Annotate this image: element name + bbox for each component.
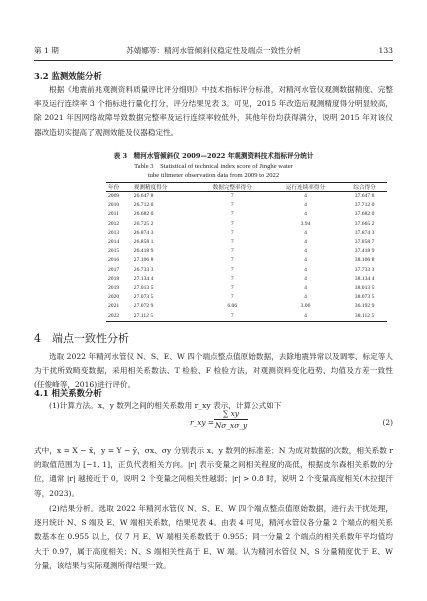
formula-explanation: 式中，x = X − x̄，y = Y − ȳ，σx、σy 分别表示 x、y 数列的标准差；N 为成对数据的次数，相关系数 r 的取值范围为 [−1, 1]，正负代表相关方向。|r| 表示变量之间相关程度的高低，根据皮尔森相关系数的分位，通常 |r| 越接近于 0，说明 2 个变量之间相关性越弱；|r| > 0.8 时，说明 2 个变量高度相关(木拉提汗等，2023)。	[34, 446, 393, 498]
cell-year: 2016	[108, 257, 120, 264]
cell-continuity: 4	[304, 275, 307, 282]
cell-year: 2015	[108, 248, 120, 255]
section-3-2-title: 3.2 监测效能分析	[34, 71, 102, 81]
table-row	[106, 284, 387, 293]
col-year: 年份	[106, 183, 132, 192]
cell-total: 38.106 8	[354, 257, 375, 264]
formula-denominator: Nσ_xσ_y	[214, 421, 248, 430]
fraction-bar	[214, 419, 248, 420]
table-row	[106, 238, 387, 247]
cell-continuity: 4	[304, 266, 307, 273]
cell-completeness: 7	[230, 275, 234, 282]
cell-precision: 27.073 5	[133, 294, 154, 301]
cell-total: 37.733 3	[354, 266, 375, 273]
section-4-intro: 选取 2022 年精河水管仪 N、S、E、W 四个端点整点值原始数据，去除地震异常以及调零、标定等人为干扰所致畸变数据，采用相关系数法、T 检验、F 检验方法，对观测资料变化趋势、均值及方差一致性(任俊峰等，2016)进行评价。	[34, 352, 393, 390]
equation-number: (2)	[382, 418, 393, 427]
col-completeness: 数据完整率得分	[196, 183, 269, 192]
cell-continuity: 4	[304, 285, 307, 292]
table-row	[106, 247, 387, 256]
correlation-formula	[0, 407, 427, 441]
cell-completeness: 7	[230, 257, 234, 264]
cell-year: 2020	[108, 294, 120, 301]
cell-completeness: 7	[230, 211, 234, 218]
header-rule	[34, 60, 393, 61]
cell-total: 38.013 5	[354, 285, 375, 292]
cell-continuity: 4	[304, 202, 307, 209]
cell-continuity: 4	[304, 239, 307, 246]
cell-year: 2021	[108, 303, 120, 310]
col-total: 综合得分	[342, 183, 387, 192]
table-3-caption-cn: 表 3 精河水管倾斜仪 2009—2022 年观测资料技术指标评分统计	[113, 152, 314, 160]
table-row	[106, 201, 387, 210]
formula-fraction	[214, 409, 248, 430]
cell-continuity: 4	[304, 248, 307, 255]
table-3	[106, 182, 387, 322]
cell-precision: 27.013 5	[133, 285, 154, 292]
cell-completeness: 7	[230, 266, 234, 273]
col-continuity: 运行连续率得分	[269, 183, 342, 192]
cell-precision: 26.682 0	[133, 211, 154, 218]
table-3-caption-en-1: Table 3 Statistical of technical index score of Jinghe water	[134, 162, 293, 170]
calc-method-text: (1)计算方法。x、y 数列之间的相关系数用 r_xy 表示，计算公式如下	[49, 401, 282, 410]
cell-precision: 26.647 8	[133, 193, 154, 199]
cell-year: 2013	[108, 229, 120, 236]
cell-continuity: 4	[304, 294, 307, 301]
cell-completeness: 7	[230, 202, 234, 209]
cell-year: 2017	[108, 266, 120, 273]
cell-year: 2010	[108, 202, 120, 209]
issue-label: 第 1 期	[34, 46, 59, 55]
cell-continuity: 4	[269, 312, 342, 322]
running-header	[34, 44, 393, 58]
table-row	[106, 293, 387, 302]
cell-completeness: 7	[230, 193, 234, 199]
cell-continuity: 4	[304, 229, 307, 236]
table-row	[106, 220, 387, 229]
cell-precision: 26.418 9	[133, 248, 154, 255]
cell-year: 2014	[108, 239, 120, 246]
table-3-caption-en-2: tube tiltmeter observation data from 2009 to 2022	[147, 172, 280, 179]
cell-continuity: 3.06	[300, 303, 311, 310]
cell-total: 37.712 0	[354, 202, 375, 209]
cell-completeness: 7	[230, 220, 234, 227]
table-3-caption	[34, 152, 393, 181]
cell-precision: 26.712 0	[133, 202, 154, 209]
table-row	[106, 210, 387, 219]
cell-precision: 27.072 9	[133, 303, 154, 310]
cell-total: 38.134 4	[354, 275, 375, 282]
cell-precision: 27.134 4	[133, 275, 154, 282]
cell-completeness: 6.06	[227, 303, 238, 310]
cell-total: 36.192 9	[354, 303, 375, 310]
section-4-title: 4 端点一致性分析	[34, 332, 129, 345]
table-row	[106, 229, 387, 238]
cell-precision: 26.874 3	[133, 229, 154, 236]
cell-total: 37.647 8	[354, 193, 375, 199]
table-header-row	[106, 183, 387, 192]
cell-precision: 27.106 8	[133, 257, 154, 264]
running-title: 苏婧娜等：精河水管倾斜仪稳定性及端点一致性分析	[126, 46, 301, 55]
table-row	[106, 312, 387, 322]
cell-continuity: 4	[304, 257, 307, 264]
cell-total: 37.874 3	[354, 229, 375, 236]
cell-continuity: 4	[304, 211, 307, 218]
cell-year: 2018	[108, 275, 120, 282]
formula-numerator: ∑ xy	[223, 409, 239, 418]
cell-completeness: 7	[230, 229, 234, 236]
cell-completeness: 7	[230, 294, 234, 301]
cell-year: 2019	[108, 285, 120, 292]
cell-year: 2011	[108, 211, 119, 218]
cell-total: 37.418 9	[354, 248, 375, 255]
formula-lhs: r_xy =	[190, 418, 215, 427]
cell-completeness: 7	[230, 248, 234, 255]
cell-total: 38.112 5	[342, 312, 387, 322]
cell-precision: 27.112 5	[132, 312, 196, 322]
cell-continuity: 3.94	[300, 220, 311, 227]
cell-total: 37.665 2	[354, 220, 375, 227]
page-number: 133	[378, 46, 393, 55]
result-analysis: (2)结果分析。选取 2022 年精河水管仪 N、S、E、W 四个端点整点值原始数据，进行去干扰处理，逐月统计 N、S 端及 E、W 端相关系数，结果见表 4。由表 4 可见，精河水管仪各分量 2 个端点的相关系数基本在 0.955 以上，仅 7 月 E、W 端相关系数低于 0.955；同一分量 2 个端点的相关系数年平均值均大于 0.97，属于高度相关；N、S 端相关性高于 E、W 端。认为精河水管仪 N、S 分量精度优于 E、W 分量，该结果与实际观测所得结果一致。	[34, 504, 393, 570]
cell-completeness: 7	[230, 239, 234, 246]
cell-year: 2012	[108, 220, 120, 227]
cell-year: 2022	[106, 312, 132, 322]
cell-total: 37.858 7	[354, 239, 375, 246]
cell-completeness: 7	[196, 312, 269, 322]
cell-total: 37.682 0	[354, 211, 375, 218]
table-row	[106, 192, 387, 202]
cell-total: 38.073 5	[354, 294, 375, 301]
section-4-1-title: 4.1 相关系数分析	[34, 388, 102, 398]
cell-precision: 26.725 2	[133, 220, 154, 227]
table-row	[106, 266, 387, 275]
col-precision: 观测精度得分	[132, 183, 196, 192]
cell-year: 2009	[108, 193, 120, 199]
table-row	[106, 256, 387, 265]
section-3-2-paragraph: 根据《地震前兆观测资料质量评比评分细则》中技术指标评分标准，对精河水管仪观测数据精度、完整率及运行连续率 3 个指标进行量化打分，评分结果见表 3。可见，2015 年改造后观测精度得分明显较高，除 2021 年因网络故障导致数据完整率及运行连续率较低外，其他年份均获得满分，说明 2015 年对该仪器改造切实提高了观测效能及仪器稳定性。	[34, 85, 393, 137]
cell-precision: 26.733 3	[133, 266, 154, 273]
table-row	[106, 275, 387, 284]
cell-precision: 26.858 1	[133, 239, 154, 246]
cell-completeness: 7	[230, 285, 234, 292]
cell-continuity: 4	[304, 193, 307, 199]
table-row	[106, 302, 387, 311]
